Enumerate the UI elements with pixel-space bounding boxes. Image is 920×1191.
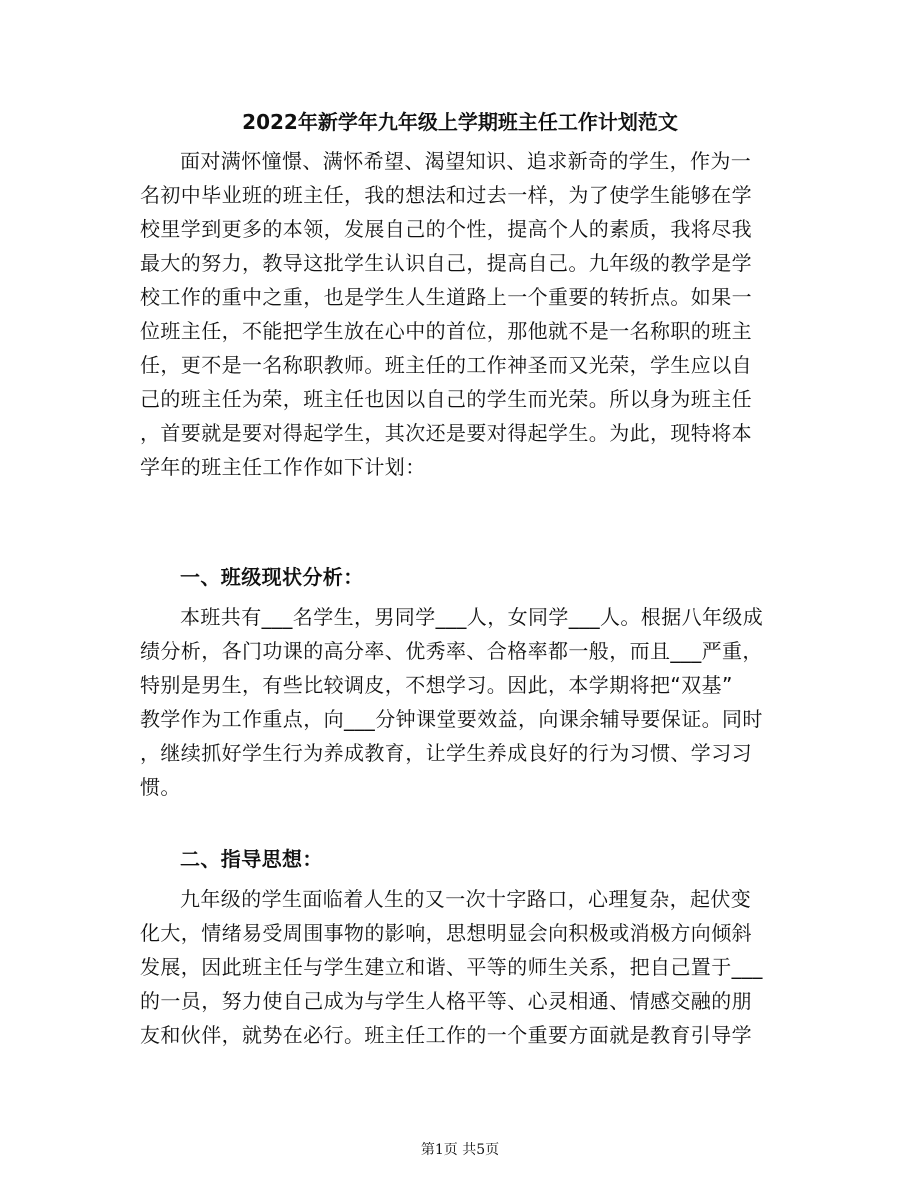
paragraph-line: 九年级的学生面临着人生的又一次十字路口，心理复杂，起伏变: [180, 887, 752, 911]
paragraph-line: 化大，情绪易受周围事物的影响，思想明显会向积极或消极方向倾斜: [140, 921, 752, 945]
paragraph-line: 校工作的重中之重，也是学生人生道路上一个重要的转折点。如果一: [140, 285, 752, 309]
paragraph-line: 面对满怀憧憬、满怀希望、渴望知识、追求新奇的学生，作为一: [180, 149, 752, 173]
paragraph-line: 特别是男生，有些比较调皮，不想学习。因此，本学期将把“双基”: [140, 673, 733, 697]
intro-paragraph: [140, 144, 780, 484]
paragraph-line: 名初中毕业班的班主任，我的想法和过去一样，为了使学生能够在学: [140, 183, 752, 207]
section-class-status: [140, 560, 780, 594]
paragraph-line: 友和伙伴，就势在必行。班主任工作的一个重要方面就是教育引导学: [140, 1023, 752, 1047]
paragraph-line: 校里学到更多的本领，发展自己的个性，提高个人的素质，我将尽我: [140, 217, 752, 241]
paragraph-line: 位班主任，不能把学生放在心中的首位，那他就不是一名称职的班主: [140, 319, 752, 343]
section-class-status-body: [140, 600, 780, 804]
paragraph-line: ，首要就是要对得起学生，其次还是要对得起学生。为此，现特将本: [140, 421, 752, 445]
section-guiding-idea-body: [140, 882, 780, 1052]
paragraph-line: 己的班主任为荣，班主任也因以自己的学生而光荣。所以身为班主任: [140, 387, 752, 411]
paragraph-line: 惯。: [140, 775, 181, 799]
paragraph-line: 最大的努力，教导这批学生认识自己，提高自己。九年级的教学是学: [140, 251, 752, 275]
section-heading: 二、指导思想：: [180, 847, 323, 871]
paragraph-line: 的一员，努力使自己成为与学生人格平等、心灵相通、情感交融的朋: [140, 989, 752, 1013]
paragraph-line: 任，更不是一名称职教师。班主任的工作神圣而又光荣，学生应以自: [140, 353, 752, 377]
paragraph-line: 教学作为工作重点，向___分钟课堂要效益，向课余辅导要保证。同时: [140, 707, 763, 731]
paragraph-line: ，继续抓好学生行为养成教育，让学生养成良好的行为习惯、学习习: [140, 741, 752, 765]
page-number: 第1页 共5页: [420, 1142, 500, 1158]
paragraph-line: 学年的班主任工作作如下计划：: [140, 455, 426, 479]
document-title: 2022年新学年九年级上学期班主任工作计划范文: [242, 110, 678, 134]
section-guiding-idea: [140, 842, 780, 876]
paragraph-line: 绩分析，各门功课的高分率、优秀率、合格率都一般，而且___严重，: [140, 639, 763, 663]
paragraph-line: 本班共有___名学生，男同学___人，女同学___人。根据八年级成: [180, 605, 764, 629]
paragraph-line: 发展，因此班主任与学生建立和谐、平等的师生关系，把自己置于___: [140, 955, 763, 979]
section-heading: 一、班级现状分析：: [180, 565, 364, 589]
